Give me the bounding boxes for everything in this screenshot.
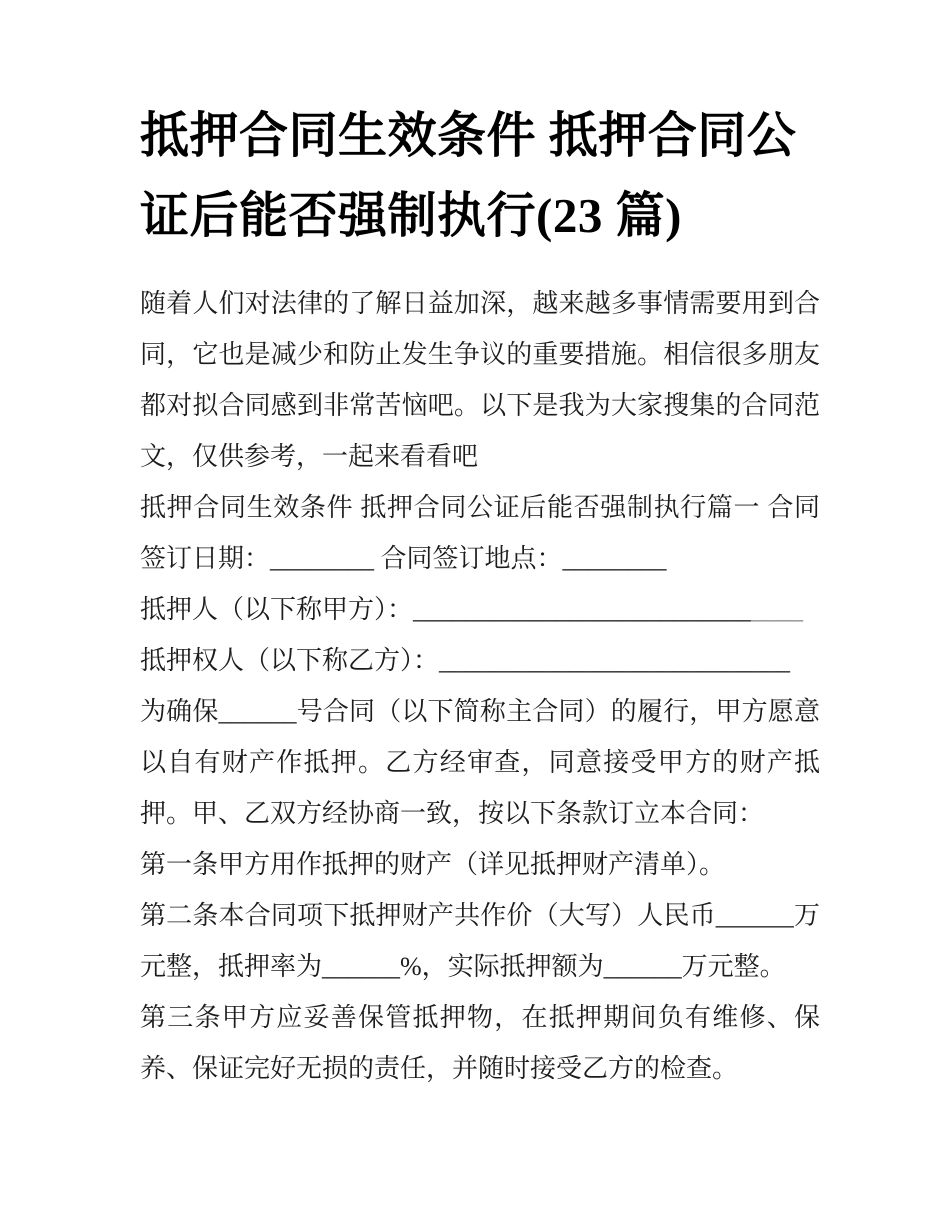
mortgagor-label-and-blank: 抵押人（以下称甲方）：__________________________ xyxy=(140,595,752,624)
document-title: 抵押合同生效条件 抵押合同公证后能否强制执行(23 篇) xyxy=(140,108,797,243)
purpose-clause-paragraph: 为确保______号合同（以下简称主合同）的履行，甲方愿意以自有财产作抵押。乙方经审查，同意接受甲方的财产抵押。甲、乙双方经协商一致，按以下条款订立本合同： xyxy=(140,697,820,828)
mortgagor-line xyxy=(140,584,820,635)
intro-paragraph: 随着人们对法律的了解日益加深，越来越多事情需要用到合同，它也是减少和防止发生争议的重要措施。相信很多朋友都对拟合同感到非常苦恼吧。以下是我为大家搜集的合同范文，仅供参考，一起来看看吧 xyxy=(140,289,820,471)
section-heading-and-signing-info: 抵押合同生效条件 抵押合同公证后能否强制执行篇一 合同签订日期：________ 合同签订地点：________ xyxy=(140,493,820,573)
clause-2-paragraph: 第二条本合同项下抵押财产共作价（大写）人民币______万元整，抵押率为______%，实际抵押额为______万元整。 xyxy=(140,901,820,981)
mortgagee-line: 抵押权人（以下称乙方）：___________________________ xyxy=(140,646,791,675)
clause-1-paragraph: 第一条甲方用作抵押的财产（详见抵押财产清单）。 xyxy=(140,850,726,879)
mortgagor-blank-tail: ____ xyxy=(751,595,804,624)
clause-3-paragraph: 第三条甲方应妥善保管抵押物，在抵押期间负有维修、保养、保证完好无损的责任，并随时接受乙方的检查。 xyxy=(140,1003,820,1083)
